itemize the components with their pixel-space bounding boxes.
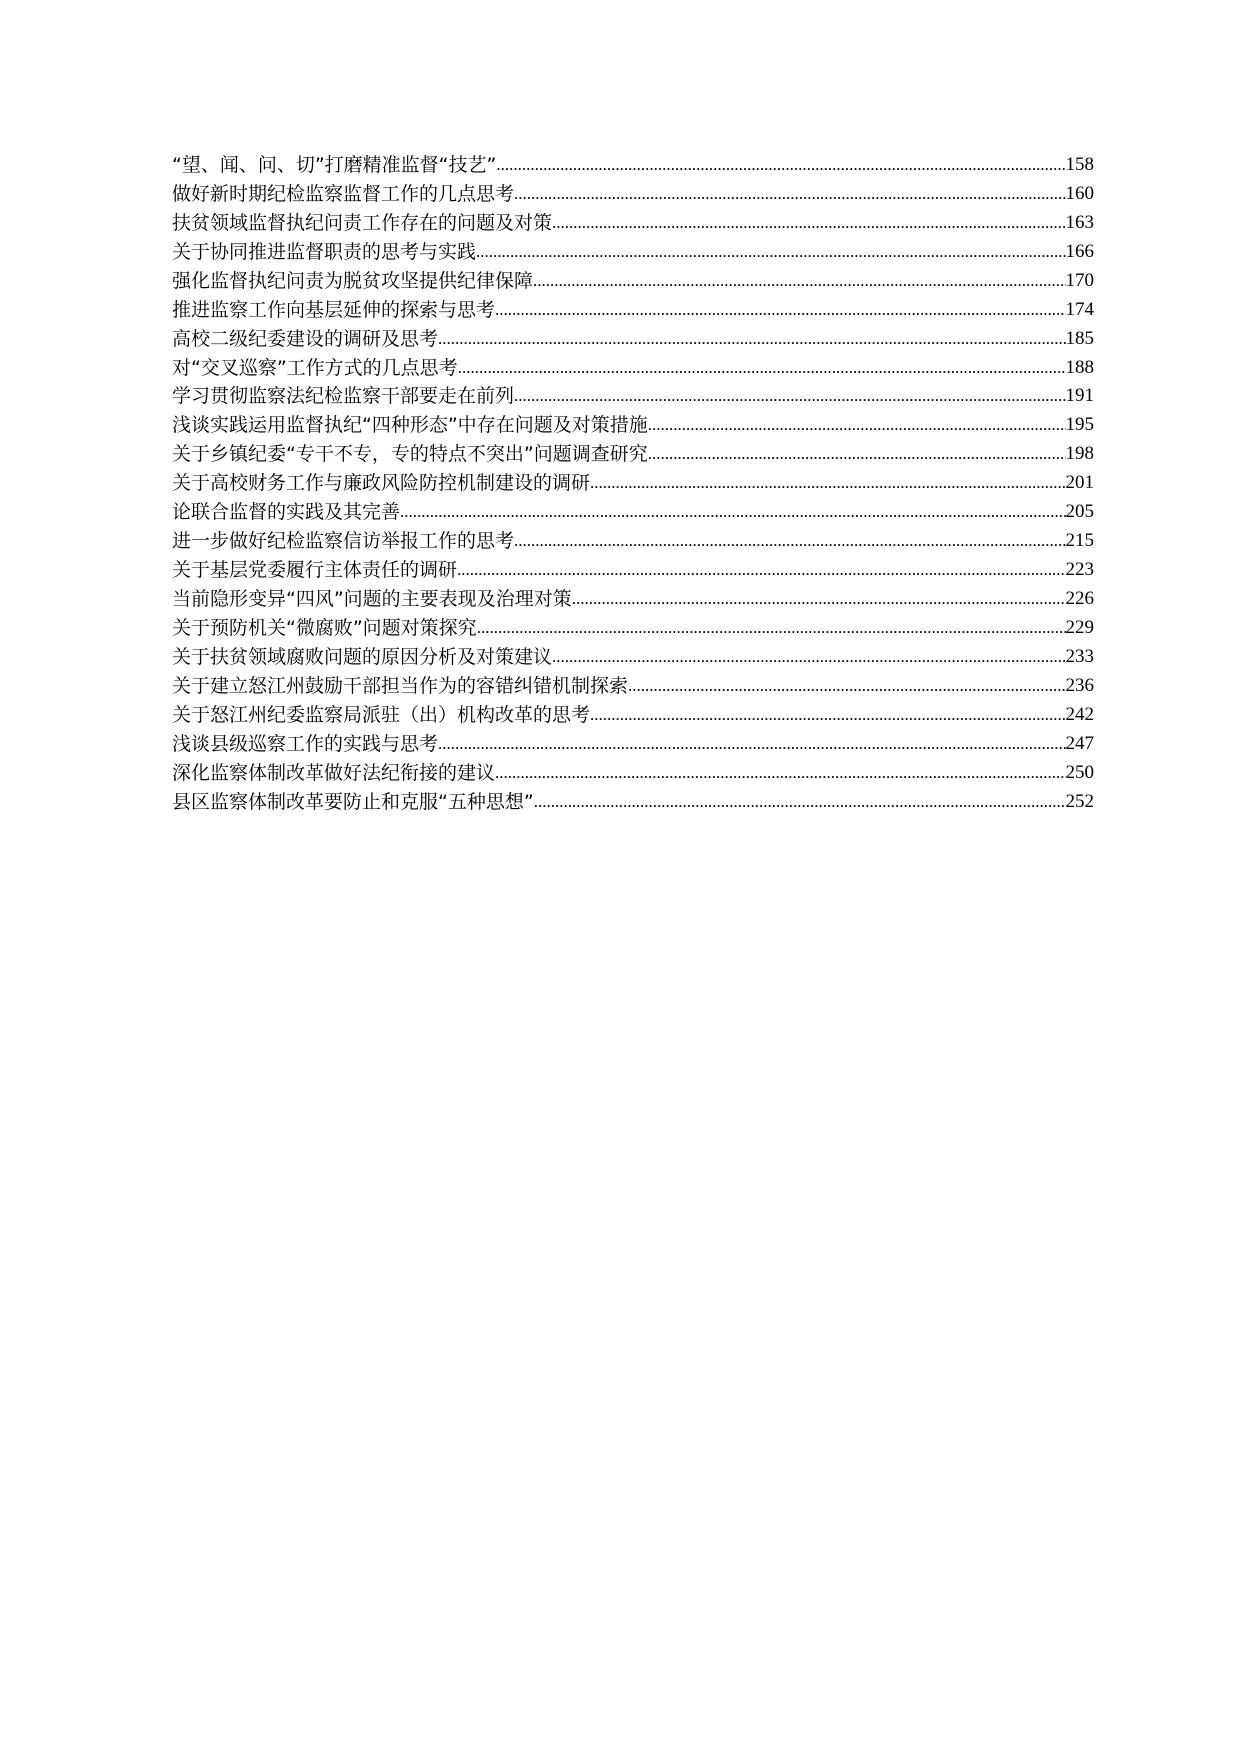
toc-entry-title: 当前隐形变异“四风”问题的主要表现及治理对策: [172, 588, 572, 610]
toc-entry[interactable]: [172, 235, 1094, 264]
toc-entry-title: 关于扶贫领域腐败问题的原因分析及对策建议: [172, 645, 553, 668]
toc-entry[interactable]: [172, 495, 1094, 524]
dot-leader: [514, 182, 1065, 206]
toc-entry-page: 236: [1065, 674, 1094, 696]
dot-leader: [457, 558, 1065, 582]
toc-entry[interactable]: [172, 293, 1094, 322]
dot-leader: [514, 384, 1065, 408]
toc-entry-title: 关于协同推进监督职责的思考与实践: [172, 240, 477, 263]
toc-entry-title: 县区监察体制改革要防止和克服“五种思想”: [172, 790, 534, 813]
toc-entry[interactable]: [172, 264, 1094, 293]
toc-entry-page: 247: [1065, 732, 1094, 754]
toc-entry-title: 扶贫领域监督执纪问责工作存在的问题及对策: [172, 211, 553, 234]
toc-entry-page: 252: [1065, 790, 1094, 812]
toc-entry[interactable]: [172, 351, 1094, 380]
dot-leader: [534, 790, 1066, 814]
toc-entry-page: 233: [1065, 645, 1094, 667]
toc-entry[interactable]: [172, 524, 1094, 553]
toc-entry-page: 195: [1065, 414, 1094, 436]
toc-entry-title: 高校二级纪委建设的调研及思考: [172, 327, 439, 350]
toc-entry-page: 158: [1065, 153, 1094, 175]
toc-entry-page: 201: [1065, 472, 1094, 494]
toc-entry-title: 深化监察体制改革做好法纪衔接的建议: [172, 761, 496, 784]
toc-entry-title: 推进监察工作向基层延伸的探索与思考: [172, 298, 496, 321]
dot-leader: [552, 645, 1065, 669]
dot-leader: [495, 761, 1065, 785]
toc-entry[interactable]: [172, 206, 1094, 235]
dot-leader: [648, 413, 1066, 437]
toc-entry[interactable]: [172, 611, 1094, 640]
dot-leader: [458, 356, 1066, 380]
toc-entry[interactable]: [172, 553, 1094, 582]
toc-entry-page: 198: [1065, 443, 1094, 465]
dot-leader: [648, 442, 1066, 466]
toc-entry[interactable]: [172, 148, 1094, 177]
toc-entry-title: 强化监督执纪问责为脱贫攻坚提供纪律保障: [172, 269, 534, 292]
dot-leader: [533, 269, 1065, 293]
toc-entry-title: 浅谈实践运用监督执纪“四种形态”中存在问题及对策措施: [172, 414, 648, 437]
toc-entry-page: 185: [1065, 327, 1094, 349]
toc-entry-title: 关于建立怒江州鼓励干部担当作为的容错纠错机制探索: [172, 674, 629, 697]
toc-entry-page: 226: [1065, 588, 1094, 609]
toc-entry-page: 163: [1065, 211, 1094, 233]
toc-entry[interactable]: [172, 437, 1094, 466]
toc-entry-page: 250: [1065, 761, 1094, 783]
dot-leader: [572, 587, 1066, 611]
dot-leader: [496, 153, 1065, 177]
toc-entry[interactable]: [172, 177, 1094, 206]
dot-leader: [590, 471, 1065, 495]
toc-entry[interactable]: [172, 408, 1094, 437]
toc-entry-page: 160: [1065, 182, 1094, 204]
toc-entry-title: 做好新时期纪检监察监督工作的几点思考: [172, 182, 515, 205]
toc-entry-title: 关于高校财务工作与廉政风险防控机制建设的调研: [172, 472, 591, 495]
toc-entry[interactable]: [172, 322, 1094, 351]
toc-entry-page: 242: [1065, 703, 1094, 725]
dot-leader: [552, 211, 1065, 235]
dot-leader: [495, 298, 1065, 322]
toc-entry-title: “望、闻、问、切”打磨精准监督“技艺”: [172, 153, 497, 176]
dot-leader: [438, 732, 1065, 756]
toc-entry-title: 对“交叉巡察”工作方式的几点思考: [172, 356, 458, 379]
toc-entry-title: 论联合监督的实践及其完善: [172, 501, 401, 524]
toc-entry-page: 215: [1065, 530, 1094, 552]
toc-entry-page: 188: [1065, 356, 1094, 378]
toc-entry[interactable]: [172, 698, 1094, 727]
toc-entry[interactable]: [172, 785, 1094, 814]
toc-entry[interactable]: [172, 466, 1094, 495]
toc-entry-title: 进一步做好纪检监察信访举报工作的思考: [172, 530, 515, 553]
toc-entry-title: 浅谈县级巡察工作的实践与思考: [172, 732, 439, 755]
toc-entry-title: 关于怒江州纪委监察局派驻（出）机构改革的思考: [172, 703, 591, 726]
toc-entry-title: 关于预防机关“微腐败”问题对策探究: [172, 616, 477, 639]
toc-entry[interactable]: [172, 582, 1094, 611]
toc-entry-title: 关于基层党委履行主体责任的调研: [172, 559, 458, 582]
toc-entry-page: 174: [1065, 298, 1094, 320]
toc-entry-title: 关于乡镇纪委“专干不专，专的特点不突出”问题调查研究: [172, 443, 648, 466]
dot-leader: [514, 529, 1065, 553]
dot-leader: [438, 327, 1065, 351]
toc-entry-title: 学习贯彻监察法纪检监察干部要走在前列: [172, 385, 515, 408]
toc-entry[interactable]: [172, 756, 1094, 785]
toc-entry[interactable]: [172, 380, 1094, 409]
toc-entry-page: 191: [1065, 385, 1094, 407]
toc-entry-page: 205: [1065, 501, 1094, 523]
toc-entry-page: 166: [1065, 240, 1094, 262]
toc-entry[interactable]: [172, 727, 1094, 756]
toc-entry[interactable]: [172, 669, 1094, 698]
toc-entry[interactable]: [172, 640, 1094, 669]
dot-leader: [628, 674, 1065, 698]
toc-entry-page: 229: [1065, 616, 1094, 638]
dot-leader: [400, 500, 1065, 524]
dot-leader: [477, 616, 1066, 640]
dot-leader: [476, 240, 1065, 264]
toc-entry-page: 170: [1065, 269, 1094, 291]
table-of-contents: [172, 148, 1094, 814]
dot-leader: [590, 703, 1065, 727]
toc-entry-page: 223: [1065, 559, 1094, 581]
